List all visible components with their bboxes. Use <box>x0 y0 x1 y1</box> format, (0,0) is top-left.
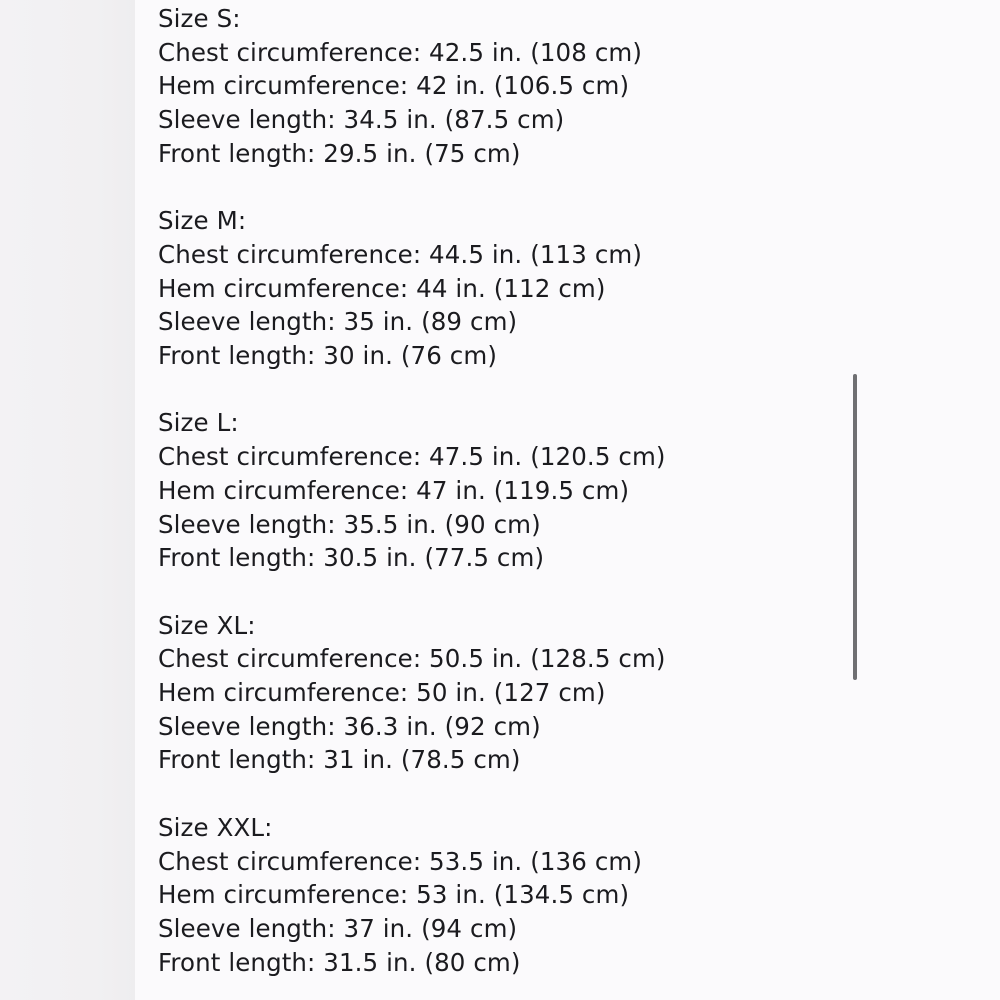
size-heading: Size L: <box>158 408 239 438</box>
size-s-block <box>158 2 838 171</box>
sleeve-length: Sleeve length: 36.3 in. (92 cm) <box>158 711 541 741</box>
sleeve-length: Sleeve length: 35 in. (89 cm) <box>158 307 518 337</box>
size-heading: Size XL: <box>158 610 256 640</box>
size-xl-block <box>158 609 838 778</box>
hem-circumference: Hem circumference: 53 in. (134.5 cm) <box>158 880 630 910</box>
vertical-scrollbar[interactable] <box>851 374 859 680</box>
chest-circumference: Chest circumference: 50.5 in. (128.5 cm) <box>158 644 666 674</box>
hem-circumference: Hem circumference: 47 in. (119.5 cm) <box>158 475 630 505</box>
sleeve-length: Sleeve length: 35.5 in. (90 cm) <box>158 509 541 539</box>
front-length: Front length: 30.5 in. (77.5 cm) <box>158 543 545 573</box>
scrollbar-thumb[interactable] <box>853 374 857 680</box>
chest-circumference: Chest circumference: 47.5 in. (120.5 cm) <box>158 442 666 472</box>
chest-circumference: Chest circumference: 44.5 in. (113 cm) <box>158 239 643 269</box>
size-heading: Size M: <box>158 206 247 236</box>
hem-circumference: Hem circumference: 44 in. (112 cm) <box>158 273 606 303</box>
front-length: Front length: 30 in. (76 cm) <box>158 341 497 371</box>
chest-circumference: Chest circumference: 53.5 in. (136 cm) <box>158 846 643 876</box>
front-length: Front length: 29.5 in. (75 cm) <box>158 138 521 168</box>
sleeve-length: Sleeve length: 34.5 in. (87.5 cm) <box>158 105 565 135</box>
chest-circumference: Chest circumference: 42.5 in. (108 cm) <box>158 37 643 67</box>
size-guide-text <box>158 2 838 979</box>
hem-circumference: Hem circumference: 50 in. (127 cm) <box>158 678 606 708</box>
size-m-block <box>158 204 838 373</box>
left-margin <box>0 0 135 1000</box>
size-xxl-block <box>158 811 838 980</box>
size-heading: Size S: <box>158 4 241 33</box>
hem-circumference: Hem circumference: 42 in. (106.5 cm) <box>158 71 630 101</box>
size-l-block <box>158 406 838 575</box>
size-heading: Size XXL: <box>158 812 273 842</box>
front-length: Front length: 31.5 in. (80 cm) <box>158 947 521 977</box>
front-length: Front length: 31 in. (78.5 cm) <box>158 745 521 775</box>
sleeve-length: Sleeve length: 37 in. (94 cm) <box>158 913 518 943</box>
